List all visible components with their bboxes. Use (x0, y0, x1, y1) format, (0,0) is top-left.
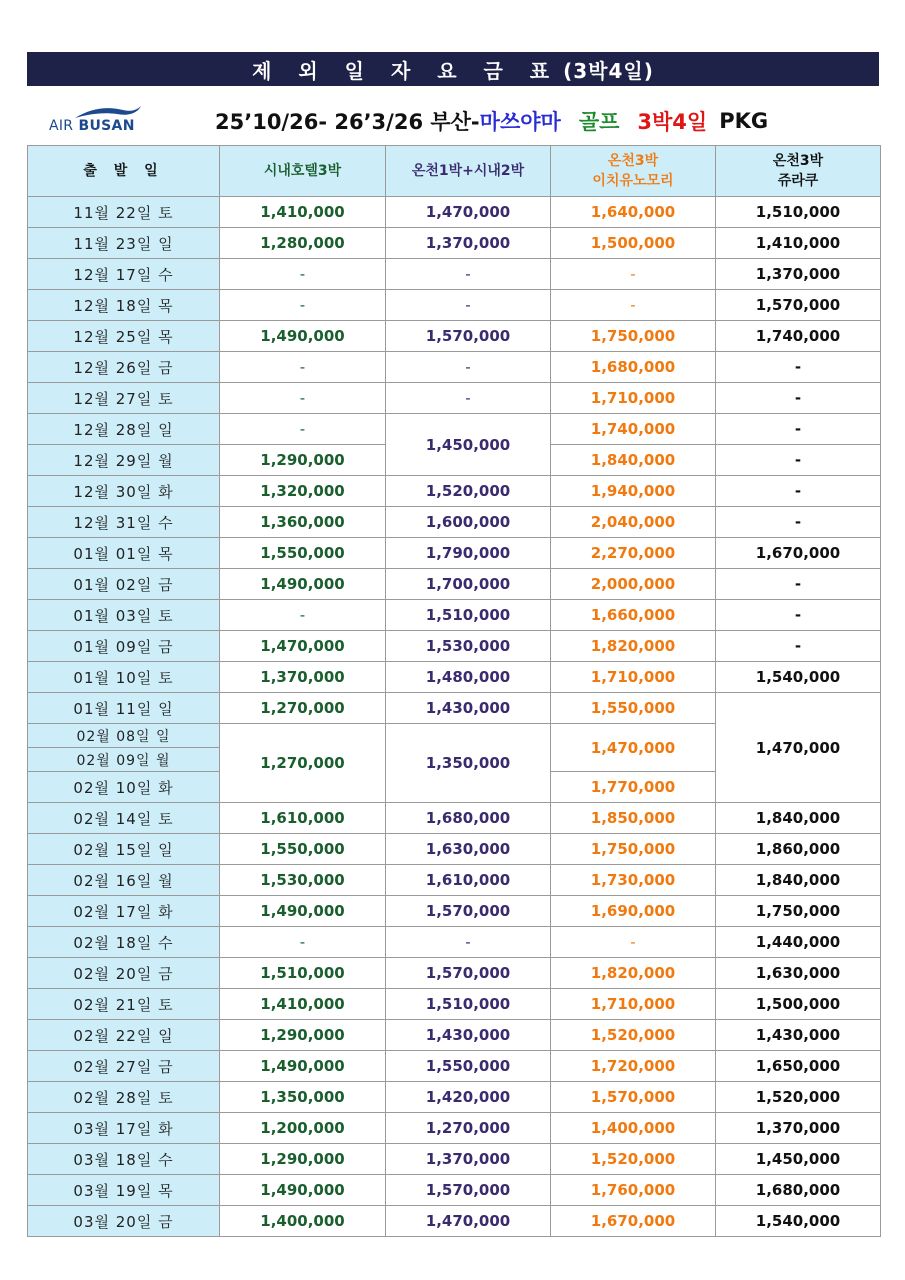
price-cell: 1,370,000 (716, 259, 881, 290)
price-cell: 1,470,000 (386, 1206, 551, 1237)
table-row (28, 259, 881, 290)
table-row (28, 383, 881, 414)
date-cell: 02월 18일 수 (28, 927, 220, 958)
table-row (28, 352, 881, 383)
price-cell: - (220, 414, 386, 445)
date-cell: 12월 28일 일 (28, 414, 220, 445)
price-cell: 1,320,000 (220, 476, 386, 507)
price-cell: 1,450,000 (716, 1144, 881, 1175)
price-cell: 1,200,000 (220, 1113, 386, 1144)
price-cell: 1,740,000 (716, 321, 881, 352)
price-cell: 1,820,000 (551, 958, 716, 989)
price-cell: 1,290,000 (220, 1144, 386, 1175)
subtitle-period: 25’10/26- 26’3/26 부산- (215, 110, 480, 134)
date-cell: 01월 10일 토 (28, 662, 220, 693)
price-cell: - (220, 290, 386, 321)
date-cell: 02월 22일 일 (28, 1020, 220, 1051)
header-juraku: 온천3박 쥬라쿠 (716, 146, 881, 197)
price-cell: 1,850,000 (551, 803, 716, 834)
price-cell: - (551, 259, 716, 290)
date-cell: 01월 01일 목 (28, 538, 220, 569)
price-cell: 1,520,000 (551, 1020, 716, 1051)
price-cell: 1,730,000 (551, 865, 716, 896)
date-cell: 02월 27일 금 (28, 1051, 220, 1082)
price-cell: 1,790,000 (386, 538, 551, 569)
header-city-hotel: 시내호텔3박 (220, 146, 386, 197)
table-header-row (28, 146, 881, 197)
price-cell: - (716, 414, 881, 445)
title-main: 제 외 일 자 요 금 표 (252, 58, 560, 83)
table-row (28, 865, 881, 896)
table-row (28, 569, 881, 600)
price-cell: - (220, 383, 386, 414)
price-cell: 1,650,000 (716, 1051, 881, 1082)
subtitle-pkg: PKG (719, 109, 769, 133)
package-subtitle (215, 104, 768, 138)
logo-text: AIR BUSAN (49, 118, 135, 134)
price-cell-merged: 1,470,000 (551, 724, 716, 772)
price-cell: 1,630,000 (386, 834, 551, 865)
price-cell: - (716, 569, 881, 600)
date-cell: 12월 27일 토 (28, 383, 220, 414)
price-cell: 1,530,000 (386, 631, 551, 662)
table-row (28, 927, 881, 958)
price-cell: 1,770,000 (551, 772, 716, 803)
price-cell: 1,750,000 (551, 321, 716, 352)
rate-table (27, 145, 881, 1237)
page-title (27, 52, 879, 86)
price-cell: 1,370,000 (386, 228, 551, 259)
price-cell-merged: 1,470,000 (716, 693, 881, 803)
table-row (28, 693, 881, 724)
table-row (28, 1113, 881, 1144)
price-cell: 1,530,000 (220, 865, 386, 896)
date-cell: 02월 21일 토 (28, 989, 220, 1020)
price-cell: 1,520,000 (386, 476, 551, 507)
header-departure-date: 출 발 일 (28, 146, 220, 197)
table-row (28, 1082, 881, 1113)
price-cell: - (386, 352, 551, 383)
air-busan-logo (47, 104, 147, 138)
table-row (28, 507, 881, 538)
date-cell: 12월 17일 수 (28, 259, 220, 290)
table-row (28, 662, 881, 693)
price-cell: 1,550,000 (220, 538, 386, 569)
table-row (28, 414, 881, 445)
price-cell: - (716, 631, 881, 662)
price-cell: 1,940,000 (551, 476, 716, 507)
price-cell: - (220, 600, 386, 631)
price-cell: 1,570,000 (386, 321, 551, 352)
price-cell: 1,350,000 (220, 1082, 386, 1113)
price-cell: - (220, 927, 386, 958)
table-row (28, 631, 881, 662)
date-cell: 01월 09일 금 (28, 631, 220, 662)
price-cell: 1,470,000 (220, 631, 386, 662)
price-cell: 1,500,000 (716, 989, 881, 1020)
date-cell: 02월 14일 토 (28, 803, 220, 834)
price-cell: 1,490,000 (220, 1175, 386, 1206)
price-cell: 1,540,000 (716, 1206, 881, 1237)
price-cell: 1,360,000 (220, 507, 386, 538)
price-cell: - (716, 600, 881, 631)
price-cell: 1,550,000 (386, 1051, 551, 1082)
header-onsen-city: 온천1박+시내2박 (386, 146, 551, 197)
date-cell: 02월 08일 일 (28, 724, 220, 748)
price-cell: 1,400,000 (551, 1113, 716, 1144)
price-cell: 1,420,000 (386, 1082, 551, 1113)
price-cell: 1,570,000 (551, 1082, 716, 1113)
table-row (28, 228, 881, 259)
date-cell: 03월 17일 화 (28, 1113, 220, 1144)
price-cell: 1,640,000 (551, 197, 716, 228)
header-ichiyunomori: 온천3박 이치유노모리 (551, 146, 716, 197)
price-cell: 1,860,000 (716, 834, 881, 865)
price-cell: 1,520,000 (551, 1144, 716, 1175)
price-cell: 1,410,000 (716, 228, 881, 259)
price-cell: 1,710,000 (551, 989, 716, 1020)
price-cell: - (716, 476, 881, 507)
table-row (28, 896, 881, 927)
date-cell: 03월 18일 수 (28, 1144, 220, 1175)
price-cell: 1,840,000 (551, 445, 716, 476)
price-cell: 1,820,000 (551, 631, 716, 662)
price-cell: 1,510,000 (386, 989, 551, 1020)
price-cell: - (386, 383, 551, 414)
price-cell: 1,570,000 (386, 1175, 551, 1206)
table-row (28, 321, 881, 352)
price-cell: 1,550,000 (551, 693, 716, 724)
date-cell: 02월 09일 월 (28, 748, 220, 772)
price-cell: - (386, 290, 551, 321)
subtitle-golf: 골프 (578, 110, 620, 134)
date-cell: 03월 20일 금 (28, 1206, 220, 1237)
price-cell: 1,760,000 (551, 1175, 716, 1206)
price-cell: - (716, 507, 881, 538)
date-cell: 12월 25일 목 (28, 321, 220, 352)
date-cell: 02월 10일 화 (28, 772, 220, 803)
table-row (28, 989, 881, 1020)
price-cell: 1,480,000 (386, 662, 551, 693)
date-cell: 11월 22일 토 (28, 197, 220, 228)
table-row (28, 476, 881, 507)
price-cell: 1,370,000 (386, 1144, 551, 1175)
price-cell: 2,040,000 (551, 507, 716, 538)
table-row (28, 834, 881, 865)
date-cell: 02월 17일 화 (28, 896, 220, 927)
price-cell: 1,270,000 (220, 693, 386, 724)
price-cell: 1,670,000 (551, 1206, 716, 1237)
date-cell: 12월 18일 목 (28, 290, 220, 321)
price-cell: 1,440,000 (716, 927, 881, 958)
price-cell: - (220, 352, 386, 383)
price-cell: 1,290,000 (220, 445, 386, 476)
date-cell: 01월 03일 토 (28, 600, 220, 631)
price-cell: - (551, 927, 716, 958)
price-cell: 1,490,000 (220, 1051, 386, 1082)
subtitle-nights: 3박4일 (637, 110, 708, 134)
price-cell: 1,510,000 (220, 958, 386, 989)
price-cell: 1,370,000 (220, 662, 386, 693)
table-row (28, 958, 881, 989)
table-row (28, 1206, 881, 1237)
date-cell: 03월 19일 목 (28, 1175, 220, 1206)
price-cell: 1,410,000 (220, 989, 386, 1020)
price-cell: - (386, 259, 551, 290)
price-cell: 1,490,000 (220, 321, 386, 352)
price-cell: 1,500,000 (551, 228, 716, 259)
table-row (28, 197, 881, 228)
price-cell: 1,430,000 (716, 1020, 881, 1051)
date-cell: 12월 30일 화 (28, 476, 220, 507)
price-cell: 1,750,000 (716, 896, 881, 927)
date-cell: 02월 15일 일 (28, 834, 220, 865)
price-cell-merged: 1,450,000 (386, 414, 551, 476)
table-row (28, 290, 881, 321)
price-cell: 2,270,000 (551, 538, 716, 569)
date-cell: 11월 23일 일 (28, 228, 220, 259)
price-cell: 1,700,000 (386, 569, 551, 600)
table-row (28, 1020, 881, 1051)
price-cell: - (386, 927, 551, 958)
table-row (28, 1175, 881, 1206)
price-cell-merged: 1,350,000 (386, 724, 551, 803)
price-cell: 1,550,000 (220, 834, 386, 865)
price-cell: 1,400,000 (220, 1206, 386, 1237)
price-cell: 1,510,000 (386, 600, 551, 631)
table-row (28, 538, 881, 569)
price-cell: 1,600,000 (386, 507, 551, 538)
price-cell: - (551, 290, 716, 321)
date-cell: 01월 02일 금 (28, 569, 220, 600)
price-cell: 1,570,000 (716, 290, 881, 321)
price-cell: 1,570,000 (386, 958, 551, 989)
price-cell: 1,430,000 (386, 693, 551, 724)
price-cell: 1,520,000 (716, 1082, 881, 1113)
price-cell: 1,740,000 (551, 414, 716, 445)
subtitle-destination: 마쓰야마 (479, 110, 561, 134)
date-cell: 02월 28일 토 (28, 1082, 220, 1113)
price-cell: - (220, 259, 386, 290)
price-cell: 1,610,000 (220, 803, 386, 834)
price-cell: 1,490,000 (220, 896, 386, 927)
date-cell: 12월 31일 수 (28, 507, 220, 538)
price-cell: - (716, 445, 881, 476)
table-row (28, 1051, 881, 1082)
price-cell: 1,430,000 (386, 1020, 551, 1051)
table-row (28, 803, 881, 834)
price-cell: 1,690,000 (551, 896, 716, 927)
price-cell: 1,290,000 (220, 1020, 386, 1051)
price-cell: 1,280,000 (220, 228, 386, 259)
price-cell: 1,710,000 (551, 662, 716, 693)
price-cell: 1,540,000 (716, 662, 881, 693)
price-cell: 1,630,000 (716, 958, 881, 989)
table-row (28, 1144, 881, 1175)
date-cell: 12월 26일 금 (28, 352, 220, 383)
price-cell: 1,680,000 (386, 803, 551, 834)
price-cell: - (716, 352, 881, 383)
price-cell: - (716, 383, 881, 414)
price-cell: 1,270,000 (386, 1113, 551, 1144)
price-cell: 1,510,000 (716, 197, 881, 228)
price-cell: 1,710,000 (551, 383, 716, 414)
price-cell: 1,490,000 (220, 569, 386, 600)
price-cell: 1,680,000 (551, 352, 716, 383)
price-cell-merged: 1,270,000 (220, 724, 386, 803)
table-row (28, 600, 881, 631)
price-cell: 1,750,000 (551, 834, 716, 865)
date-cell: 01월 11일 일 (28, 693, 220, 724)
price-cell: 1,410,000 (220, 197, 386, 228)
date-cell: 02월 20일 금 (28, 958, 220, 989)
date-cell: 02월 16일 월 (28, 865, 220, 896)
price-cell: 1,840,000 (716, 865, 881, 896)
price-cell: 1,610,000 (386, 865, 551, 896)
price-cell: 1,570,000 (386, 896, 551, 927)
price-cell: 1,660,000 (551, 600, 716, 631)
price-cell: 2,000,000 (551, 569, 716, 600)
price-cell: 1,670,000 (716, 538, 881, 569)
date-cell: 12월 29일 월 (28, 445, 220, 476)
price-cell: 1,470,000 (386, 197, 551, 228)
title-suffix: (3박4일) (563, 58, 654, 83)
price-cell: 1,840,000 (716, 803, 881, 834)
price-cell: 1,370,000 (716, 1113, 881, 1144)
price-cell: 1,720,000 (551, 1051, 716, 1082)
price-cell: 1,680,000 (716, 1175, 881, 1206)
